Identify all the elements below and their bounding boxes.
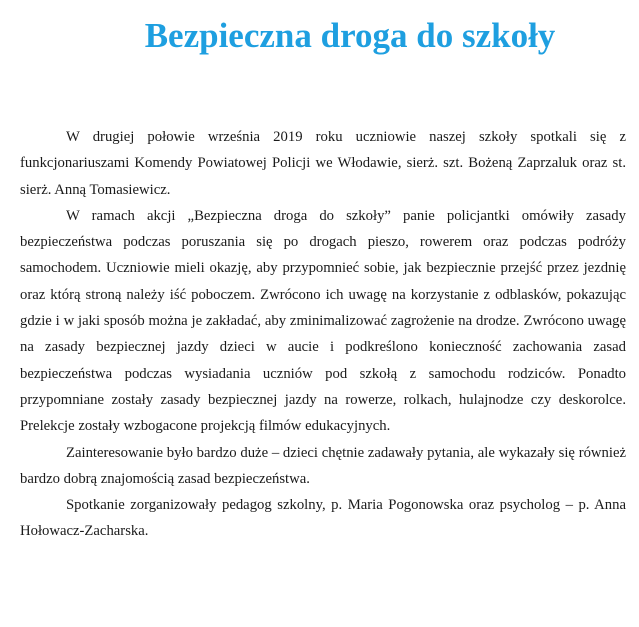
paragraph-1: W drugiej połowie września 2019 roku uczniowie naszej szkoły spotkali się z funkcjonariuszami Komendy Powiatowej Policji we Włodawie, sierż. szt. Bożeną Zaprzaluk oraz st. sierż. Anną Tomasiewicz. xyxy=(20,129,626,198)
paragraph-3: Zainteresowanie było bardzo duże – dzieci chętnie zadawały pytania, ale wykazały się również bardzo dobrą znajomością zasad bezpieczeństwa. xyxy=(20,444,626,487)
paragraph-2: W ramach akcji „Bezpieczna droga do szkoły” panie policjantki omówiły zasady bezpieczeństwa podczas poruszania się po drogach pieszo, rowerem oraz podczas podróży samochodem. Uczniowie mieli okazję, aby przypomnieć sobie, jak bezpiecznie przejść przez jezdnię oraz którą stroną należy iść poboczem. Zwrócono ich uwagę na korzystanie z odblasków, pokazując gdzie i w jaki sposób można je zakładać, aby zminimalizować zagrożenie na drodze. Zwrócono uwagę na zasady bezpiecznej jazdy dzieci w aucie i podkreślono konieczność zachowania zasad bezpieczeństwa podczas wysiadania uczniów pod szkołą z samochodu rodziców. Ponadto przypomniane zostały zasady bezpiecznej jazdy na rowerze, rolkach, hulajnodze czy deskorolce. Prelekcje zostały wzbogacone projekcją filmów edukacyjnych. xyxy=(20,207,626,435)
page-title: Bezpieczna droga do szkoły xyxy=(144,16,556,55)
paragraph-4: Spotkanie zorganizowały pedagog szkolny, p. Maria Pogonowska oraz psycholog – p. Anna Hołowacz-Zacharska. xyxy=(20,497,626,540)
article-body xyxy=(20,124,626,545)
